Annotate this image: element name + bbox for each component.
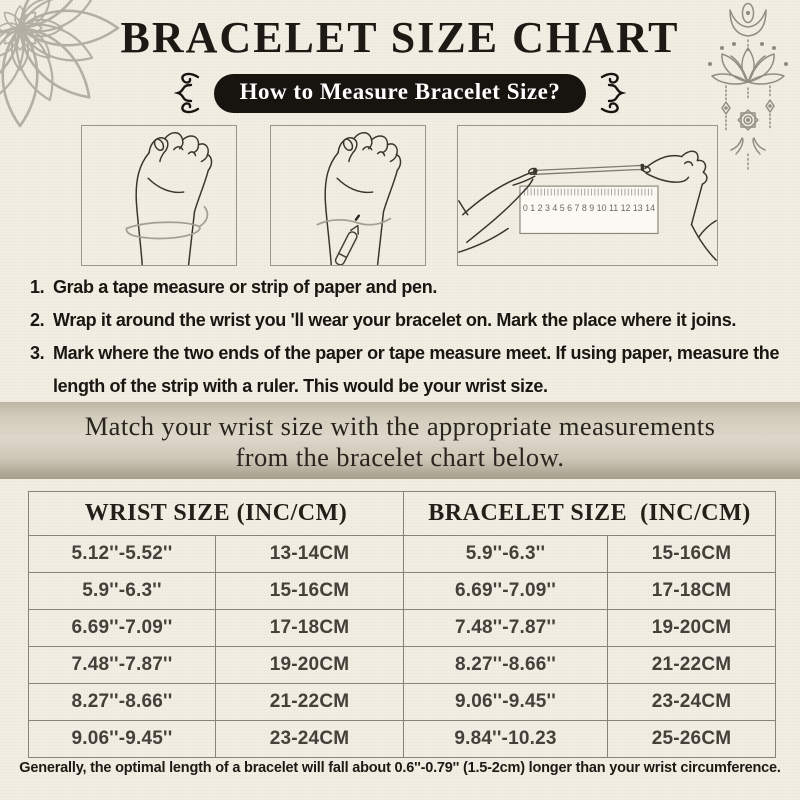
- hand-tape-illustration-icon: [82, 126, 236, 265]
- size-cell: 21-22CM: [608, 647, 776, 684]
- table-row: [29, 647, 776, 684]
- size-cell: 17-18CM: [216, 610, 404, 647]
- table-row: [29, 721, 776, 758]
- step-1: [30, 271, 794, 304]
- hand-pen-illustration-icon: [271, 126, 425, 265]
- size-cell: 6.69''-7.09'': [404, 573, 608, 610]
- table-row: [29, 684, 776, 721]
- footnote: Generally, the optimal length of a bracelet will fall about 0.6''-0.79'' (1.5-2cm) longer than your wrist circumference.: [19, 760, 781, 776]
- step-2: [30, 304, 794, 337]
- size-cell: 21-22CM: [216, 684, 404, 721]
- size-cell: 13-14CM: [216, 536, 404, 573]
- banner-line-1: Match your wrist size with the appropriate measurements: [84, 411, 716, 441]
- size-cell: 17-18CM: [608, 573, 776, 610]
- size-cell: 8.27''-8.66'': [29, 684, 216, 721]
- banner-line-2: from the bracelet chart below.: [235, 442, 565, 472]
- illustration-measure-ruler: [457, 125, 718, 266]
- size-cell: 25-26CM: [608, 721, 776, 758]
- size-cell: 5.12''-5.52'': [29, 536, 216, 573]
- table-row: [29, 536, 776, 573]
- size-cell: 8.27''-8.66'': [404, 647, 608, 684]
- step-text: Mark where the two ends of the paper or tape measure meet. If using paper, measure the length of the strip with a ruler. This would be your wrist size.: [53, 343, 780, 396]
- wrist-size-header: WRIST SIZE (INC/CM): [29, 492, 404, 536]
- table-header-row: [29, 492, 776, 536]
- size-cell: 15-16CM: [608, 536, 776, 573]
- size-cell: 5.9''-6.3'': [404, 536, 608, 573]
- size-cell: 6.69''-7.09'': [29, 610, 216, 647]
- size-cell: 23-24CM: [216, 721, 404, 758]
- size-cell: 7.48''-7.87'': [29, 647, 216, 684]
- ruler-numbers: 0 1 2 3 4 5 6 7 8 9 10 11 12 13 14: [522, 202, 656, 213]
- match-size-banner: [0, 402, 800, 479]
- size-cell: 9.06''-9.45'': [29, 721, 216, 758]
- step-text: Grab a tape measure or strip of paper and pen.: [53, 277, 438, 297]
- flourish-right-icon: [599, 71, 626, 115]
- step-number: 1.: [30, 277, 45, 297]
- step-number: 3.: [30, 343, 45, 363]
- size-cell: 15-16CM: [216, 573, 404, 610]
- step-3: [30, 337, 794, 403]
- step-number: 2.: [30, 310, 45, 330]
- bracelet-size-header: BRACELET SIZE (INC/CM): [404, 492, 776, 536]
- size-cell: 19-20CM: [608, 610, 776, 647]
- size-cell: 7.48''-7.87'': [404, 610, 608, 647]
- hands-ruler-illustration-icon: [458, 126, 717, 265]
- page-title: BRACELET SIZE CHART: [120, 13, 680, 62]
- flourish-left-icon: [174, 71, 201, 115]
- illustration-mark-pen: [270, 125, 426, 266]
- size-cell: 23-24CM: [608, 684, 776, 721]
- badge-row: [0, 71, 800, 115]
- size-chart-table: [28, 491, 776, 758]
- illustration-wrap-tape: [81, 125, 237, 266]
- how-to-measure-badge: How to Measure Bracelet Size?: [214, 74, 587, 113]
- instruction-steps: [30, 271, 794, 403]
- size-cell: 19-20CM: [216, 647, 404, 684]
- size-cell: 9.84''-10.23: [404, 721, 608, 758]
- step-text: Wrap it around the wrist you 'll wear your bracelet on. Mark the place where it joins.: [53, 310, 737, 330]
- size-cell: 5.9''-6.3'': [29, 573, 216, 610]
- table-row: [29, 573, 776, 610]
- size-cell: 9.06''-9.45'': [404, 684, 608, 721]
- table-row: [29, 610, 776, 647]
